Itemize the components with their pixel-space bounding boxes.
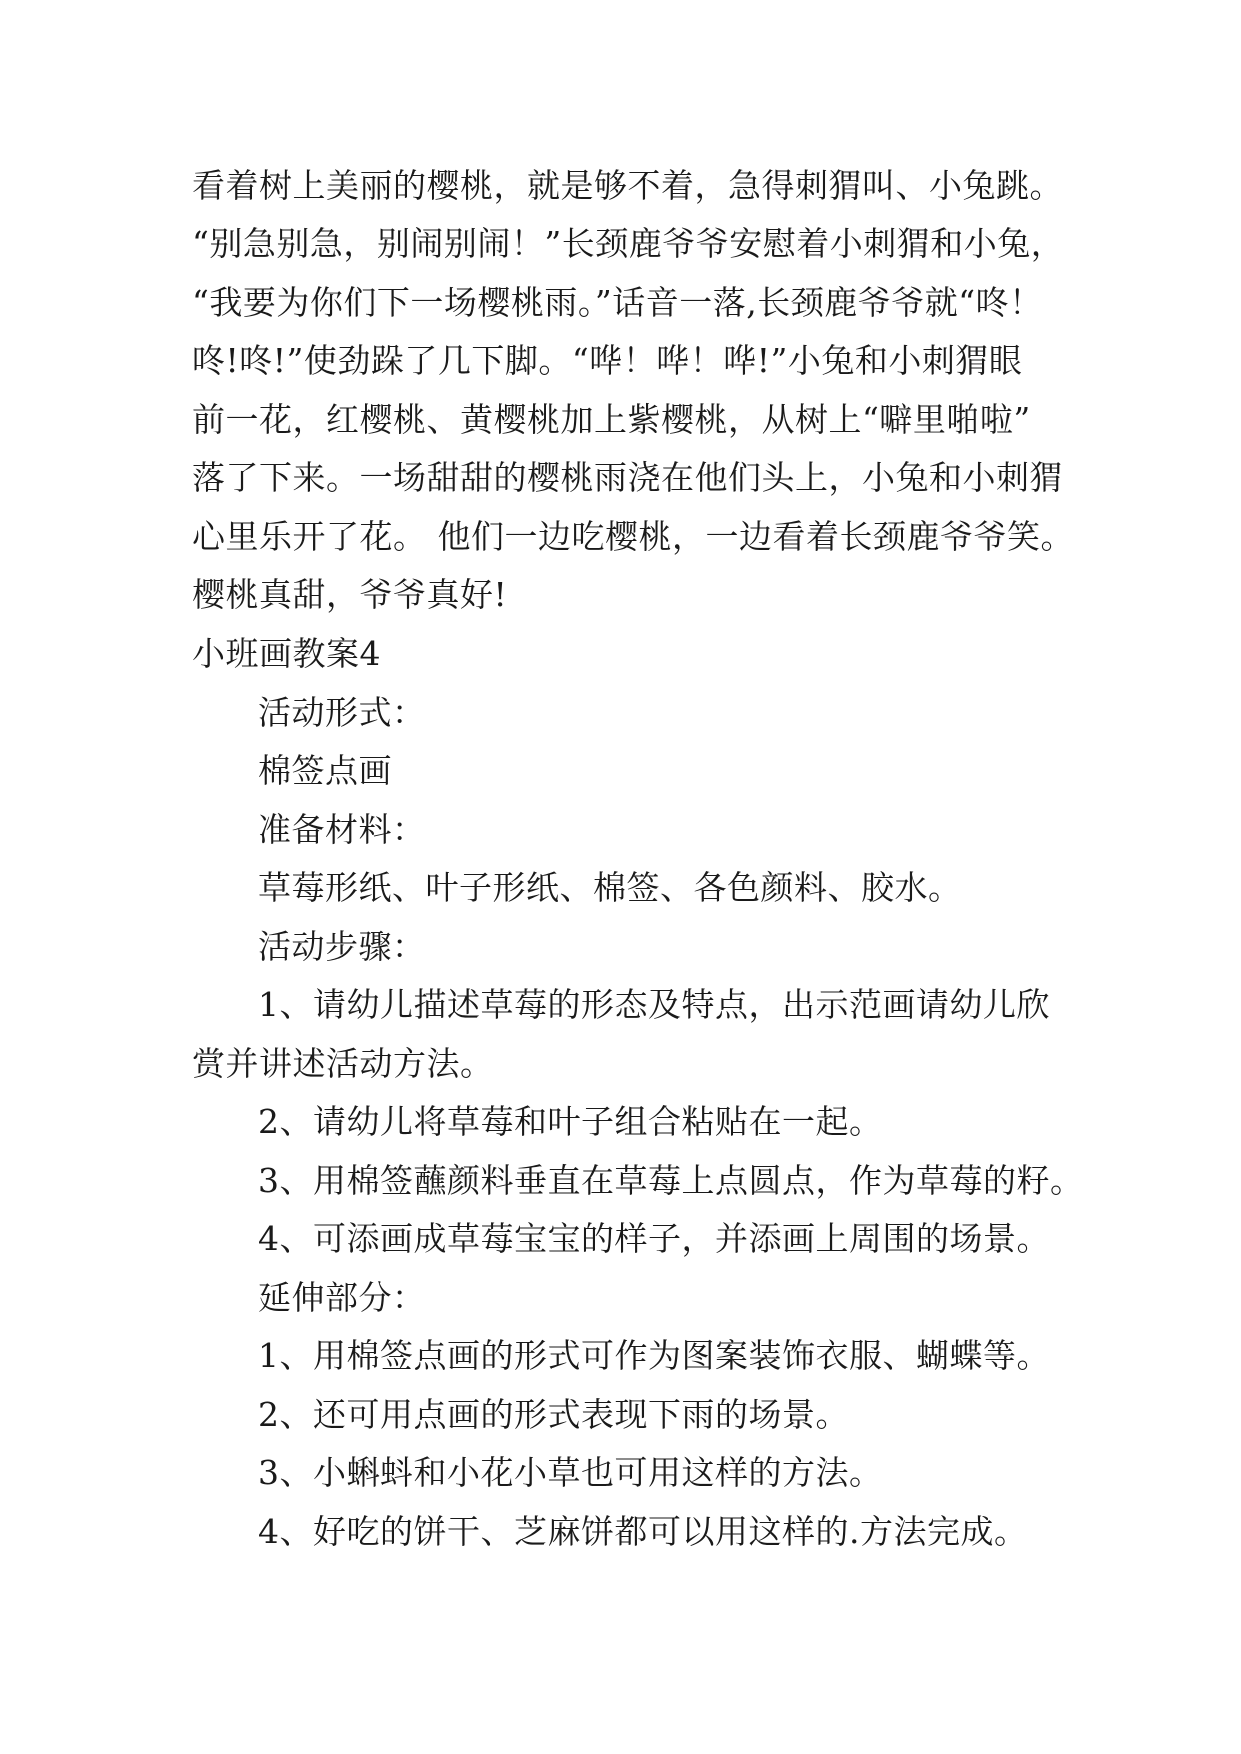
story-line-3: “我要为你们下一场樱桃雨。”话音一落,长颈鹿爷爷就“咚！ xyxy=(192,283,1043,322)
steps-label: 活动步骤： xyxy=(258,927,426,966)
extension-2: 2、还可用点画的形式表现下雨的场景。 xyxy=(258,1395,849,1434)
story-line-7: 心里乐开了花。 他们一边吃樱桃，一边看着长颈鹿爷爷笑。 xyxy=(192,517,1074,556)
step-1-line-1: 1、请幼儿描述草莓的形态及特点，出示范画请幼儿欣 xyxy=(258,985,1050,1024)
story-line-2: “别急别急，别闹别闹！”长颈鹿爷爷安慰着小刺猬和小兔， xyxy=(192,224,1065,263)
extension-4: 4、好吃的饼干、芝麻饼都可以用这样的.方法完成。 xyxy=(258,1512,1028,1551)
extension-3: 3、小蝌蚪和小花小草也可用这样的方法。 xyxy=(258,1453,883,1492)
materials-value: 草莓形纸、叶子形纸、棉签、各色颜料、胶水。 xyxy=(258,868,962,907)
step-4: 4、可添画成草莓宝宝的样子，并添画上周围的场景。 xyxy=(258,1219,1050,1258)
story-line-1: 看着树上美丽的樱桃，就是够不着，急得刺猬叫、小兔跳。 xyxy=(192,166,1063,205)
extension-label: 延伸部分： xyxy=(258,1278,426,1317)
step-2: 2、请幼儿将草莓和叶子组合粘贴在一起。 xyxy=(258,1102,883,1141)
step-3: 3、用棉签蘸颜料垂直在草莓上点圆点，作为草莓的籽。 xyxy=(258,1161,1084,1200)
step-1-line-2: 赏并讲述活动方法。 xyxy=(192,1044,494,1083)
extension-1: 1、用棉签点画的形式可作为图案装饰衣服、蝴蝶等。 xyxy=(258,1336,1050,1375)
materials-label: 准备材料： xyxy=(258,810,426,849)
story-line-6: 落了下来。一场甜甜的樱桃雨浇在他们头上，小兔和小刺猬 xyxy=(192,458,1063,497)
story-line-5: 前一花，红樱桃、黄樱桃加上紫樱桃，从树上“噼里啪啦” xyxy=(192,400,1031,439)
form-value: 棉签点画 xyxy=(258,751,392,790)
story-line-8: 樱桃真甜，爷爷真好! xyxy=(192,575,508,614)
form-label: 活动形式： xyxy=(258,693,426,732)
lesson-title: 小班画教案4 xyxy=(192,634,381,673)
story-line-4: 咚!咚!”使劲跺了几下脚。“哗！哗！哗!”小兔和小刺猬眼 xyxy=(192,341,1023,380)
